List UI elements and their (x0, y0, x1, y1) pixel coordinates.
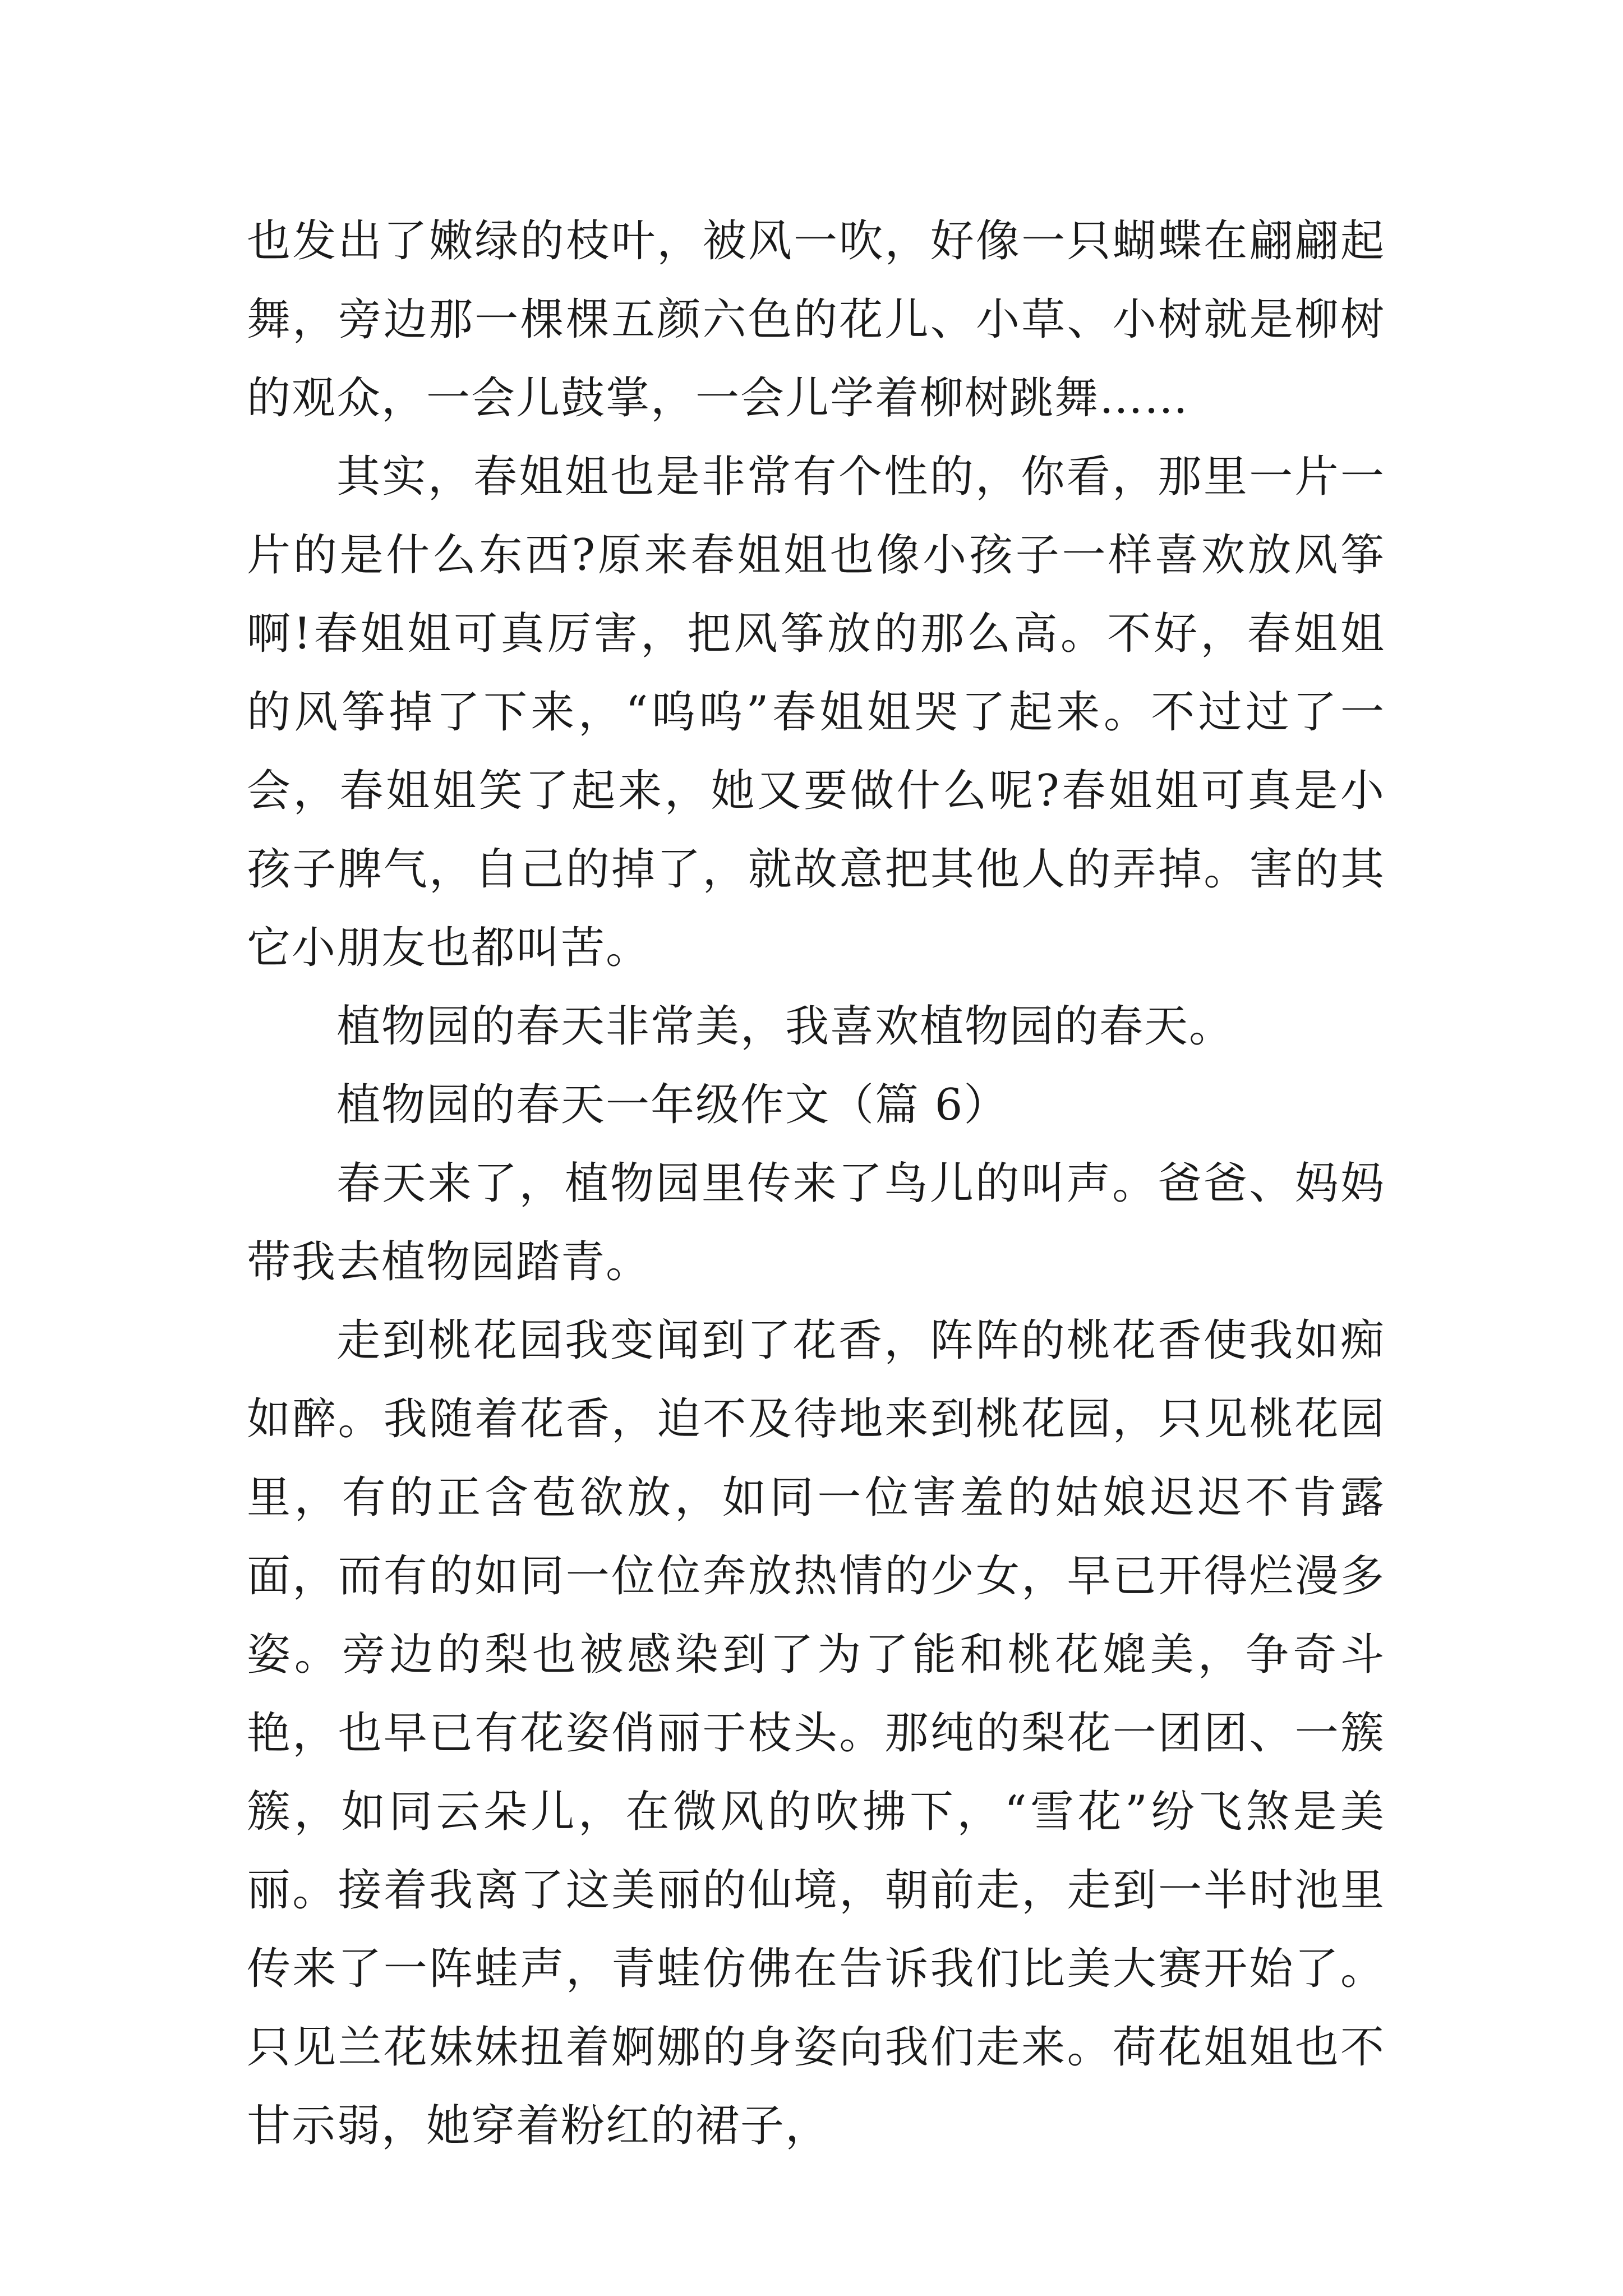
document-body (247, 202, 1385, 2165)
paragraph-3: 植物园的春天非常美，我喜欢植物园的春天。 (336, 1001, 1234, 1052)
paragraph-2: 其实，春姐姐也是非常有个性的，你看，那里一片一片的是什么东西?原来春姐姐也像小孩子一样喜欢放风筝啊!春姐姐可真厉害，把风筝放的那么高。不好，春姐姐的风筝掉了下来，“呜呜”春姐姐哭了起来。不过过了一会，春姐姐笑了起来，她又要做什么呢?春姐姐可真是小孩子脾气，自己的掉了，就故意把其他人的弄掉。害的其它小朋友也都叫苦。 (247, 452, 1385, 973)
section-heading: 植物园的春天一年级作文（篇 6） (336, 1080, 1009, 1130)
paragraph-6: 走到桃花园我变闻到了花香，阵阵的桃花香使我如痴如醉。我随着花香，迫不及待地来到桃花园，只见桃花园里，有的正含苞欲放，如同一位害羞的姑娘迟迟不肯露面，而有的如同一位位奔放热情的少女，早已开得烂漫多姿。旁边的梨也被感染到了为了能和桃花媲美，争奇斗艳，也早已有花姿俏丽于枝头。那纯的梨花一团团、一簇簇，如同云朵儿，在微风的吹拂下，“雪花”纷飞煞是美丽。接着我离了这美丽的仙境，朝前走，走到一半时池里传来了一阵蛙声，青蛙仿佛在告诉我们比美大赛开始了。只见兰花妹妹扭着婀娜的身姿向我们走来。荷花姐姐也不甘示弱，她穿着粉红的裙子， (247, 1315, 1385, 2151)
paragraph-1: 也发出了嫩绿的枝叶，被风一吹，好像一只蝴蝶在翩翩起舞，旁边那一棵棵五颜六色的花儿、小草、小树就是柳树的观众，一会儿鼓掌，一会儿学着柳树跳舞…… (247, 216, 1385, 424)
paragraph-5: 春天来了，植物园里传来了鸟儿的叫声。爸爸、妈妈带我去植物园踏青。 (247, 1158, 1385, 1287)
